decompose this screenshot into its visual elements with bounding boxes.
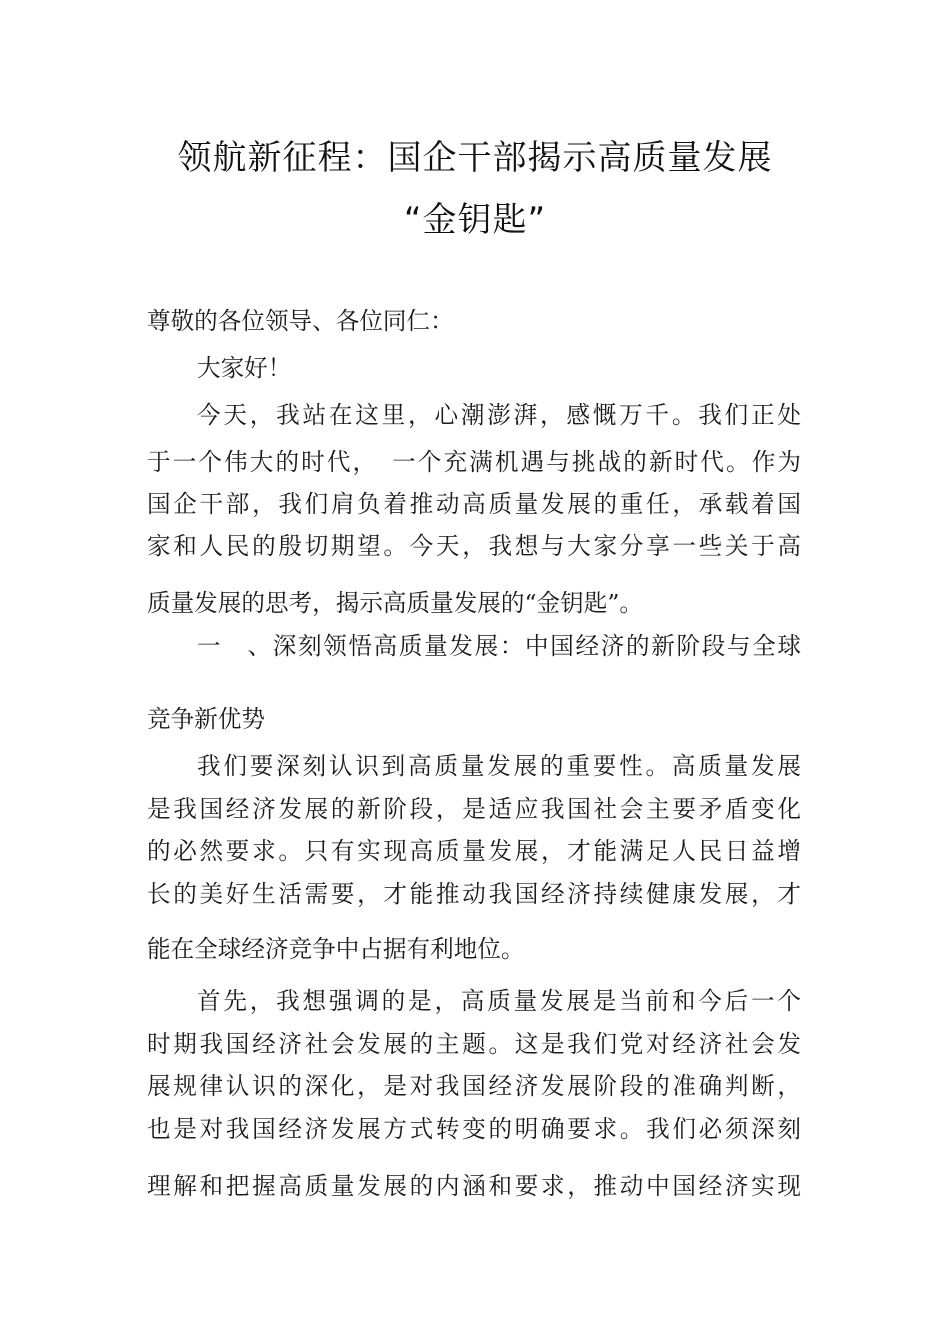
body-line: 长的美好生活需要，才能推动我国经济持续健康发展，才	[147, 880, 801, 908]
section-heading: 一 、深刻领悟高质量发展：中国经济的新阶段与全球	[197, 632, 801, 660]
body-line: 家和人民的殷切期望。今天，我想与大家分享一些关于高	[147, 532, 801, 560]
body-line: 首先，我想强调的是，高质量发展是当前和今后一个	[197, 987, 801, 1015]
body-line: 的必然要求。只有实现高质量发展，才能满足人民日益增	[147, 837, 801, 865]
section-heading: 竞争新优势	[147, 705, 265, 733]
title-line-1: 领航新征程：国企干部揭示高质量发展	[177, 138, 773, 178]
body-line: 今天，我站在这里，心潮澎湃，感慨万千。我们正处	[197, 401, 801, 429]
body-line: 能在全球经济竞争中占据有利地位。	[147, 935, 525, 963]
salutation: 尊敬的各位领导、各位同仁：	[147, 307, 454, 335]
body-line: 国企干部，我们肩负着推动高质量发展的重任，承载着国	[147, 490, 801, 518]
body-line: 理解和把握高质量发展的内涵和要求，推动中国经济实现	[147, 1172, 801, 1200]
body-line: 也是对我国经济发展方式转变的明确要求。我们必须深刻	[147, 1115, 801, 1143]
greeting: 大家好！	[197, 354, 292, 382]
body-line: 是我国经济发展的新阶段，是适应我国社会主要矛盾变化	[147, 795, 801, 823]
body-line: 于一个伟大的时代， 一个充满机遇与挑战的新时代。作为	[147, 448, 801, 476]
title-line-2: “金钥匙”	[403, 200, 547, 240]
body-line: 展规律认识的深化，是对我国经济发展阶段的准确判断，	[147, 1072, 801, 1100]
body-line: 时期我国经济社会发展的主题。这是我们党对经济社会发	[147, 1030, 801, 1058]
body-line: 我们要深刻认识到高质量发展的重要性。高质量发展	[197, 752, 801, 780]
body-line: 质量发展的思考，揭示高质量发展的“金钥匙”。	[147, 589, 643, 617]
